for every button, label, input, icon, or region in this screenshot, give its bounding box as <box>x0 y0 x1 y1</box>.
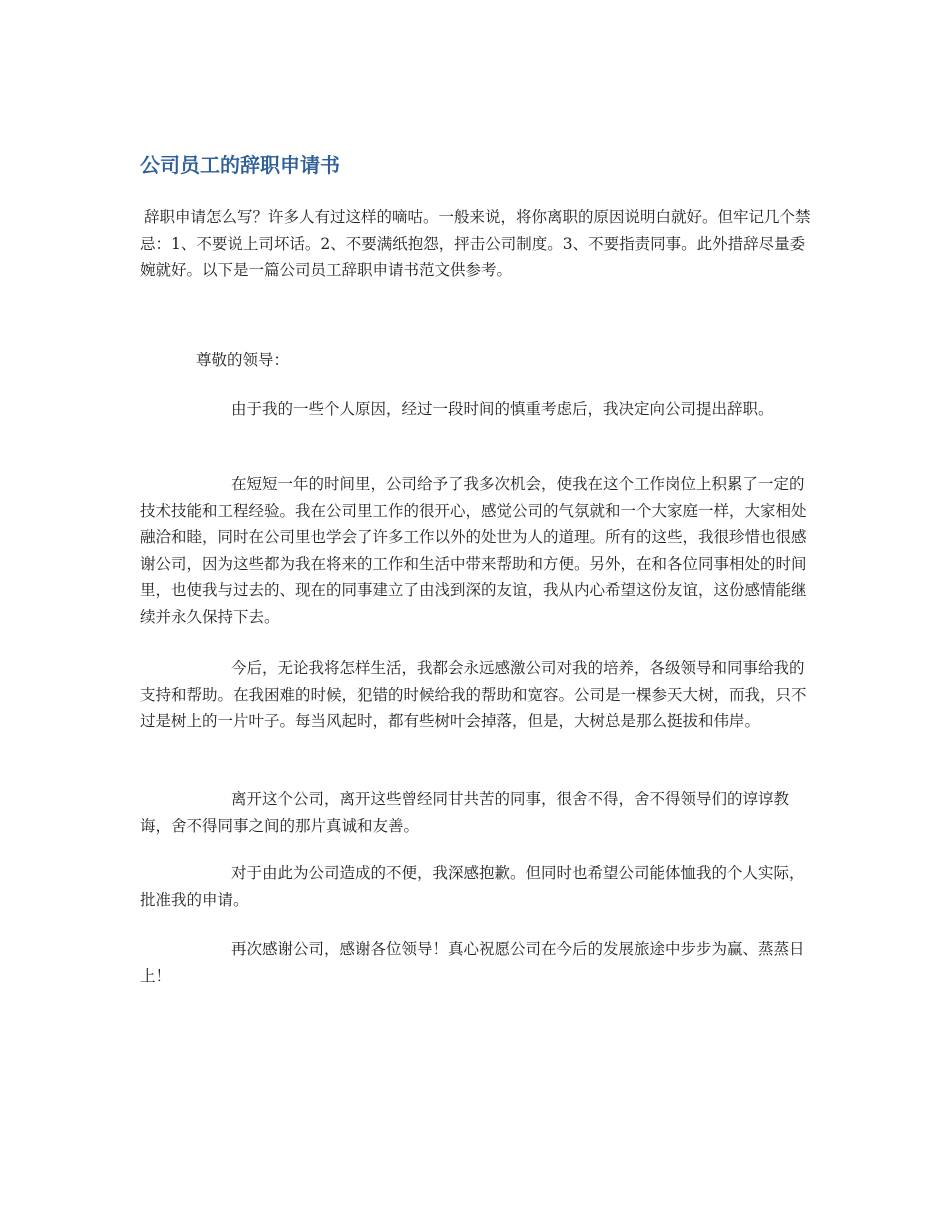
body-paragraph-5: 对于由此为公司造成的不便，我深感抱歉。但同时也希望公司能体恤我的个人实际，批准我的申请。 <box>140 864 805 909</box>
intro-paragraph: 辞职申请怎么写？许多人有过这样的嘀咕。一般来说，将你离职的原因说明白就好。但牢记几个禁忌：1、不要说上司坏话。2、不要满纸抱怨，抨击公司制度。3、不要指责同事。此外措辞尽量委婉就好。以下是一篇公司员工辞职申请书范文供参考。 <box>140 208 811 279</box>
body-paragraph-6: 再次感谢公司，感谢各位领导！真心祝愿公司在今后的发展旅途中步步为赢、蒸蒸日上！ <box>140 940 805 985</box>
salutation: 尊敬的领导： <box>196 351 290 369</box>
body-paragraph-4: 离开这个公司，离开这些曾经同甘共苦的同事，很舍不得，舍不得领导们的谆谆教诲，舍不得同事之间的那片真诚和友善。 <box>140 790 790 835</box>
body-paragraph-3: 今后，无论我将怎样生活，我都会永远感激公司对我的培养，各级领导和同事给我的支持和帮助。在我困难的时候，犯错的时候给我的帮助和宽容。公司是一棵参天大树，而我，只不过是树上的一片叶子。每当风起时，都有些树叶会掉落，但是，大树总是那么挺拔和伟岸。 <box>140 659 807 730</box>
body-paragraph-1: 由于我的一些个人原因，经过一段时间的慎重考虑后，我决定向公司提出辞职。 <box>231 400 774 418</box>
body-paragraph-2: 在短短一年的时间里，公司给予了我多次机会，使我在这个工作岗位上积累了一定的技术技能和工程经验。我在公司里工作的很开心，感觉公司的气氛就和一个大家庭一样，大家相处融洽和睦，同时在公司里也学会了许多工作以外的处世为人的道理。所有的这些，我很珍惜也很感谢公司，因为这些都为我在将来的工作和生活中带来帮助和方便。另外，在和各位同事相处的时间里，也使我与过去的、现在的同事建立了由浅到深的友谊，我从内心希望这份友谊，这份感情能继续并永久保持下去。 <box>140 475 807 626</box>
document-title: 公司员工的辞职申请书 <box>140 153 340 177</box>
